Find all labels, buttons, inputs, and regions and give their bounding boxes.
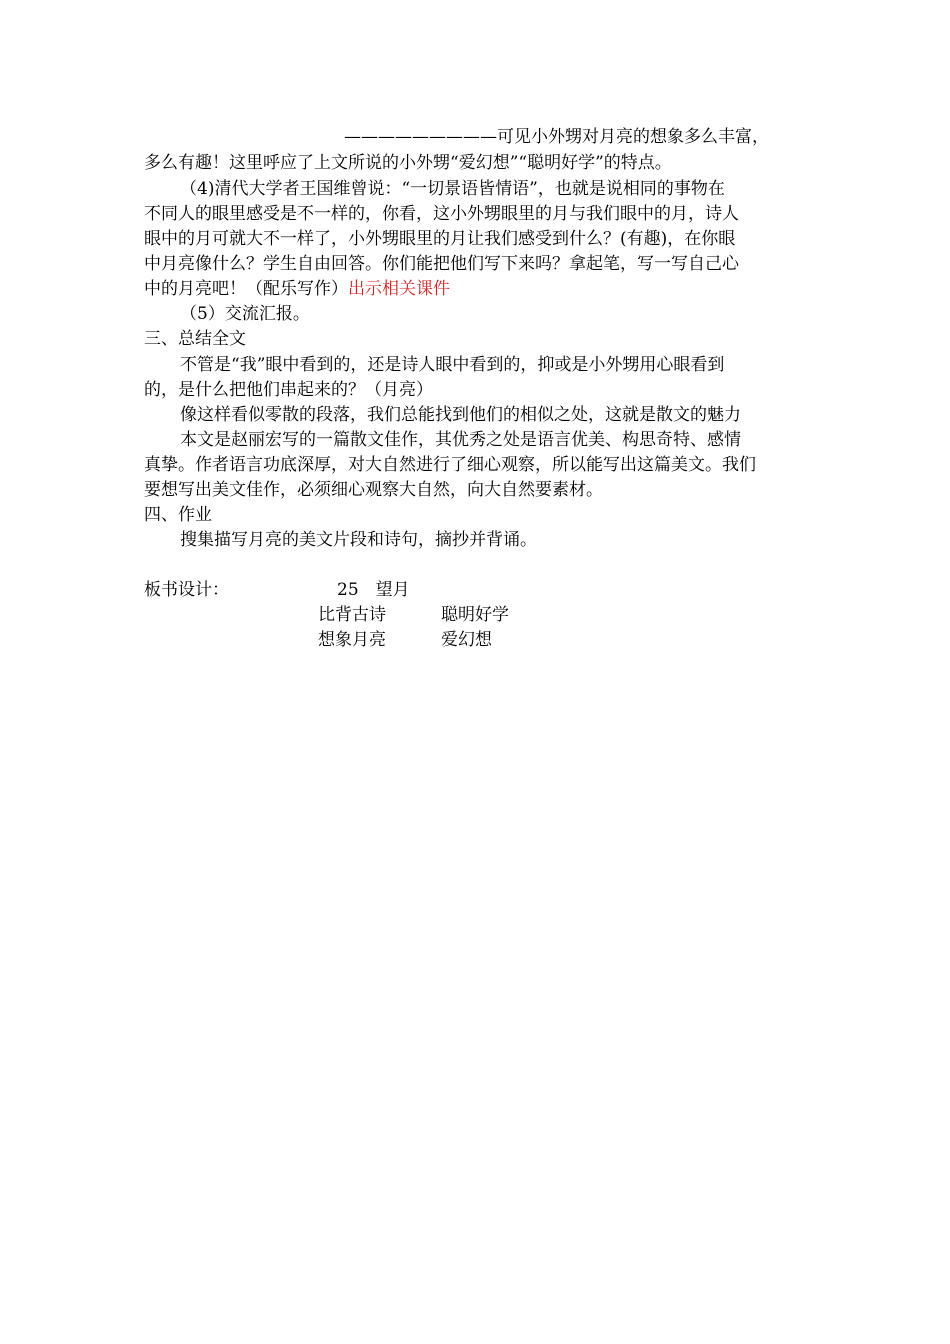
paragraph-line <box>144 277 450 301</box>
paragraph-line: 要想写出美文佳作，必须细心观察大自然，向大自然要素材。 <box>144 480 603 500</box>
paragraph-line: 不管是“我”眼中看到的，还是诗人眼中看到的，抑或是小外甥用心眼看到 <box>180 355 725 375</box>
board-item: 想象月亮 <box>318 630 386 650</box>
board-item: 爱幻想 <box>441 630 492 650</box>
board-item: 聪明好学 <box>441 605 509 625</box>
section-heading: 三、总结全文 <box>144 329 246 349</box>
paragraph-line: 眼中的月可就大不一样了，小外甥眼里的月让我们感受到什么？(有趣)，在你眼 <box>144 229 736 249</box>
paragraph-line: 的，是什么把他们串起来的？（月亮） <box>144 380 433 400</box>
paragraph-line: 不同人的眼里感受是不一样的，你看，这小外甥眼里的月与我们眼中的月，诗人 <box>144 204 739 224</box>
paragraph-line: （5）交流汇报。 <box>180 304 310 324</box>
paragraph-line: （4)清代大学者王国维曾说：“一切景语皆情语”，也就是说相同的事物在 <box>180 179 725 199</box>
board-design-label: 板书设计： <box>144 580 229 600</box>
board-item: 比背古诗 <box>318 605 386 625</box>
section-heading: 四、作业 <box>144 505 212 525</box>
paragraph-line: 搜集描写月亮的美文片段和诗句，摘抄并背诵。 <box>180 530 537 550</box>
paragraph-line: —————————可见小外甥对月亮的想象多么丰富， <box>344 127 769 147</box>
paragraph-line: 本文是赵丽宏写的一篇散文佳作，其优秀之处是语言优美、构思奇特、感情 <box>180 430 741 450</box>
paragraph-line: 像这样看似零散的段落，我们总能找到他们的相似之处，这就是散文的魅力 <box>180 405 741 425</box>
paragraph-line: 多么有趣！这里呼应了上文所说的小外甥“爱幻想”“聪明好学”的特点。 <box>144 153 672 173</box>
paragraph-text: 中的月亮吧！（配乐写作） <box>144 279 348 299</box>
board-design-title: 25 望月 <box>337 580 410 600</box>
paragraph-line: 中月亮像什么？学生自由回答。你们能把他们写下来吗？拿起笔，写一写自己心 <box>144 254 739 274</box>
highlight-text: 出示相关课件 <box>348 279 450 299</box>
paragraph-line: 真挚。作者语言功底深厚，对大自然进行了细心观察，所以能写出这篇美文。我们 <box>144 455 756 475</box>
